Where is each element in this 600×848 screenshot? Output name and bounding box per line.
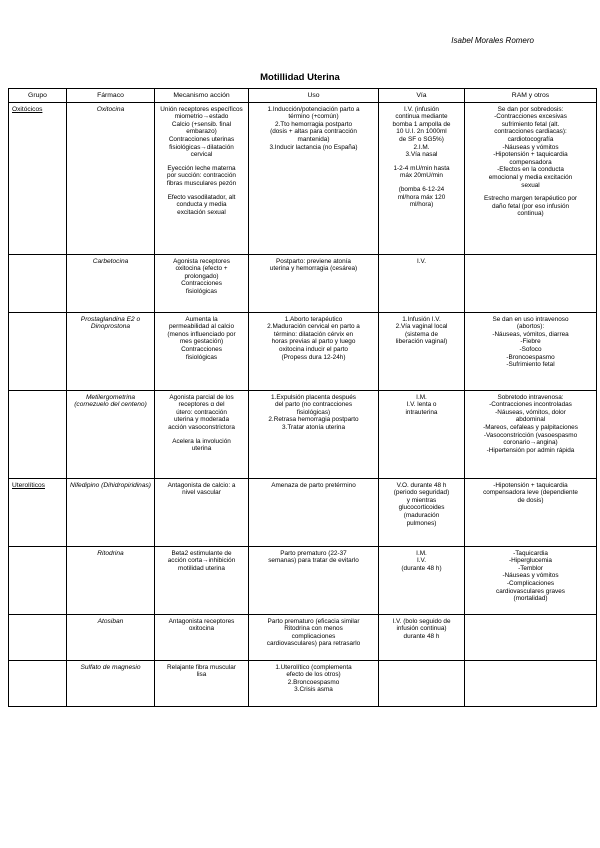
route-cell [379,660,465,706]
mechanism-cell [155,546,249,614]
column-header: Mecanismo acción [155,89,249,103]
cell-line: Agonista parcial de los [169,393,234,401]
cell-line: continua mediante [395,113,448,121]
cell-line: ml/hora máx 120 [397,193,446,201]
cell-line: -Náuseas y vómitos [502,572,559,580]
adverse-effects-cell [465,660,597,706]
table-row [9,390,597,478]
cell-line: Aumenta la [185,315,218,323]
cell-line: Antagonista de calcio: a [167,481,236,489]
cell-line: coronario→angina) [503,439,558,447]
cell-line: -Náuseas, vómitos, diarrea [492,330,569,338]
group-cell [9,390,67,478]
use-cell [249,546,379,614]
cell-line: cervical [190,151,213,159]
drug-cell: Ritodrina [67,546,155,614]
table-header-row [9,89,597,103]
cell-line: excitación sexual [177,208,226,216]
cell-line: mes gestación) [179,338,224,346]
cell-line: uterina y hemorragia (cesárea) [269,265,358,273]
route-cell [379,102,465,254]
group-cell [9,254,67,312]
cell-line: (abortos): [516,323,545,331]
cell-line: 2.I.M. [413,143,430,151]
use-cell [249,312,379,390]
cell-line: daño fetal (por eso infusión [491,202,570,210]
adverse-effects-cell [465,478,597,546]
cell-line: Estrecho margen terapéutico por [483,195,578,203]
cell-line: por succión: contracción [167,172,236,180]
mechanism-cell [155,102,249,254]
cell-line: término (+común) [288,113,339,121]
cell-line: bomba 1 ampolla de [392,120,451,128]
cell-line: (mortalidad) [513,595,548,603]
cell-line: compensadora [509,158,552,166]
cell-line: prolongado) [184,272,219,280]
cell-line: -Contracciones incontroladas [489,401,572,409]
cell-line: -Hipertensión por admin rápida [486,446,575,454]
cell-line: 1.Inducción/potenciación parto a [267,105,360,113]
cell-line: nivel vascular [182,489,221,497]
table-row [9,254,597,312]
cell-line: 2.Vía vaginal local [395,323,448,331]
table-row [9,312,597,390]
cell-line: 1-2-4 mU/min hasta [393,164,450,172]
cell-line: permeabilidad al calcio [168,323,234,331]
cell-line: Parto prematuro (eficacia similar [267,617,360,625]
drug-cell: Oxitocina [67,102,155,254]
group-cell [9,614,67,660]
cell-line: oxitocina (efecto + [175,265,228,273]
adverse-effects-cell [465,254,597,312]
cell-line: I.M. [416,393,427,401]
cell-line: I.M. [416,549,427,557]
drug-cell: Prostaglandina E2 o Dinoprostona [67,312,155,390]
cell-line: 3.Inducir lactancia (no España) [269,143,358,151]
adverse-effects-cell [465,312,597,390]
adverse-effects-cell [465,546,597,614]
cell-line: Ritodrina con menos [284,625,343,633]
cell-line: ml/hora) [409,201,434,209]
cell-line: 3.Tratar atonía uterina [282,423,345,431]
group-cell [9,546,67,614]
cell-line: -Fiebre [520,338,541,346]
cell-line: (durante 48 h) [401,564,442,572]
column-header: RAM y otros [465,89,597,103]
cell-line: sexual [521,181,540,189]
cell-line: -Complicaciones [506,579,555,587]
cell-line: 2.Maduración cervical en parto a [267,323,360,331]
adverse-effects-cell [465,102,597,254]
cell-line: infusión continua) [396,625,447,633]
group-cell: Oxitócicos [9,102,67,254]
table-row [9,478,597,546]
cell-line: intrauterina [405,408,438,416]
cell-line: cardiovasculares) para retrasarlo [266,640,361,648]
cell-line: mantenida) [297,135,330,143]
cell-line: 1.Expulsión placenta después [271,393,356,401]
cell-line: máx 20mU/min [400,172,443,180]
mechanism-cell [155,478,249,546]
cell-line: 2.Broncoespasmo [287,678,340,686]
use-cell [249,660,379,706]
cell-line: Beta2 estimulante de [171,549,232,557]
cell-line: (maduración [403,511,440,519]
cell-line: glucocorticoides [398,504,445,512]
cell-line: I.V. [416,557,426,565]
cell-line: Se dan por sobredosis: [497,105,564,113]
cell-line: oxitocina inducir el parto [279,345,348,353]
group-cell: Uterolíticos [9,478,67,546]
cell-line: fisiológicas→dilatación [169,143,234,151]
cell-line: Amenaza de parto pretérmino [271,481,356,489]
cell-line: fisiológicas [185,353,218,361]
cell-line: motilidad uterina [178,564,225,572]
cell-line: -Náuseas y vómitos [502,143,559,151]
cell-line: -Temblor [518,564,543,572]
cell-line: lisa [196,671,207,679]
cell-line: 3.Crisis asma [294,686,333,694]
cell-line: miometrio→estado [174,113,229,121]
cell-line: I.V. (infusión [404,105,439,113]
cell-line: (periodo seguridad) [393,489,450,497]
cell-line: Unión receptores específicos [160,105,243,113]
cell-line: (dosis + altas para contracción [270,128,357,136]
cell-line: -Sofoco [519,345,542,353]
cell-line: acción vasoconstrictora [168,423,235,431]
cell-line: Postparto: previene atonía [276,257,351,265]
drug-cell: Sulfato de magnesio [67,660,155,706]
cell-line: 3.Vía nasal [405,151,438,159]
column-header: Vía [379,89,465,103]
route-cell [379,390,465,478]
page-title: Motillidad Uterina [260,72,340,83]
cell-line: emocional y media excitación [488,173,573,181]
cell-line: (bomba 6-12-24 [398,185,445,193]
mechanism-cell [155,390,249,478]
cell-line: Relajante fibra muscular [167,663,236,671]
use-cell [249,614,379,660]
cell-line: -Efectos en la conducta [497,166,564,174]
route-cell [379,546,465,614]
table-row [9,102,597,254]
cell-line: del parto (no contracciones [274,401,353,409]
cell-line: semanas) para tratar de evitarlo [268,557,359,565]
cell-line: fibras musculares pezón [166,179,237,187]
cell-line: útero: contracción [176,408,227,416]
cell-line: Eyección leche materna [167,164,236,172]
cell-line: durante 48 h [403,632,440,640]
cell-line: contracciones cardiacas): [494,128,567,136]
cell-line: Efecto vasodilatador, alt [167,193,236,201]
cell-line: abdominal [515,416,546,424]
cell-line: (sistema de [404,330,439,338]
cell-line: 10 U.I. 2n 1000ml [396,128,447,136]
cell-line: -Broncoespasmo [506,353,555,361]
cell-line: (menos influenciado por [167,330,236,338]
table-row [9,614,597,660]
cell-line: complicaciones [291,632,336,640]
cell-line: I.V. [416,257,426,265]
cell-line: 2.Tto hemorragia postparto [274,120,353,128]
cell-line: 1.Aborto terapéutico [284,315,343,323]
cell-line: receptores α del [178,401,225,409]
table-row [9,546,597,614]
cell-line: (Propess dura 12-24h) [281,353,346,361]
cell-line: -Taquicardia [513,549,548,557]
cell-line: pulmones) [406,519,437,527]
cell-line: efecto de los otros) [286,671,341,679]
mechanism-cell [155,614,249,660]
drug-cell: Atosiban [67,614,155,660]
cell-line: cardiotocografía [507,135,554,143]
cell-line: cardiovasculares graves [496,587,565,595]
cell-line: Se dan en uso intravenoso [492,315,569,323]
cell-line: uterina y moderada [173,416,230,424]
cell-line: -Mareos, cefaleas y palpitaciones [483,423,578,431]
mechanism-cell [155,660,249,706]
use-cell [249,254,379,312]
cell-line: horas previas al parto y luego [271,338,356,346]
cell-line: uterina [191,445,212,453]
cell-line: Agonista receptores [173,257,230,265]
cell-line: 2.Retrasa hemorragia postparto [268,416,359,424]
use-cell [249,478,379,546]
cell-line: V.O. durante 48 h [396,481,447,489]
table-row [9,660,597,706]
cell-line: sufrimiento fetal (alt. [501,120,560,128]
cell-line: Contracciones [181,345,222,353]
cell-line: fisiológicas [185,287,218,295]
cell-line: Acelera la involución [172,437,231,445]
cell-line: -Hipotensión + taquicardia [493,151,568,159]
cell-line: 1.Infusión I.V. [402,315,441,323]
cell-line: Contracciones [181,280,222,288]
cell-line: embarazo) [186,128,217,136]
route-cell [379,478,465,546]
cell-line: -Hipotensión + taquicardia [493,481,568,489]
use-cell [249,102,379,254]
cell-line: -Hiperglucemia [509,557,552,565]
cell-line: I.V. (bolo seguido de [392,617,451,625]
cell-line: -Vasoconstricción (vasoespasmo [483,431,578,439]
cell-line: fisiológicas) [296,408,331,416]
mechanism-cell [155,312,249,390]
cell-line: liberación vaginal) [395,338,448,346]
cell-line: compensadora leve (dependiente [483,489,578,497]
group-cell [9,660,67,706]
cell-line: continua) [517,210,544,218]
cell-line: y mientras [406,496,437,504]
pharmacology-table [8,88,597,707]
cell-line: Sobretodo intravenosa: [497,393,564,401]
column-header: Fármaco [67,89,155,103]
mechanism-cell [155,254,249,312]
drug-cell: Nifedipino (Dihidropiridinas) [67,478,155,546]
cell-line: Parto prematuro (22-37 [280,549,347,557]
cell-line: -Sufrimiento fetal [506,361,555,369]
cell-line: acción corta→inhibición [167,557,236,565]
cell-line: Calcio (+sensib. final [171,120,232,128]
author-name: Isabel Morales Romero [451,36,534,45]
cell-line: -Contracciones excesivas [494,113,567,121]
drug-cell: Metilergometrina (cornezuelo del centeno) [67,390,155,478]
cell-line: -Náuseas, vómitos, dolor [495,408,566,416]
column-header: Grupo [9,89,67,103]
cell-line: Contracciones uterinas [168,135,235,143]
group-cell [9,312,67,390]
cell-line: I.V. lenta o [406,401,437,409]
route-cell [379,312,465,390]
cell-line: Antagonista receptores [168,617,235,625]
cell-line: de dosis) [517,496,544,504]
cell-line: conducta y media [176,201,227,209]
use-cell [249,390,379,478]
cell-line: término: dilatación cérvix en [273,330,354,338]
adverse-effects-cell [465,614,597,660]
cell-line: oxitocina [188,625,215,633]
cell-line: de SF o SG5%) [399,135,444,143]
route-cell [379,614,465,660]
route-cell [379,254,465,312]
column-header: Uso [249,89,379,103]
adverse-effects-cell [465,390,597,478]
drug-cell: Carbetocina [67,254,155,312]
cell-line: 1.Uterolítico (complementa [275,663,352,671]
